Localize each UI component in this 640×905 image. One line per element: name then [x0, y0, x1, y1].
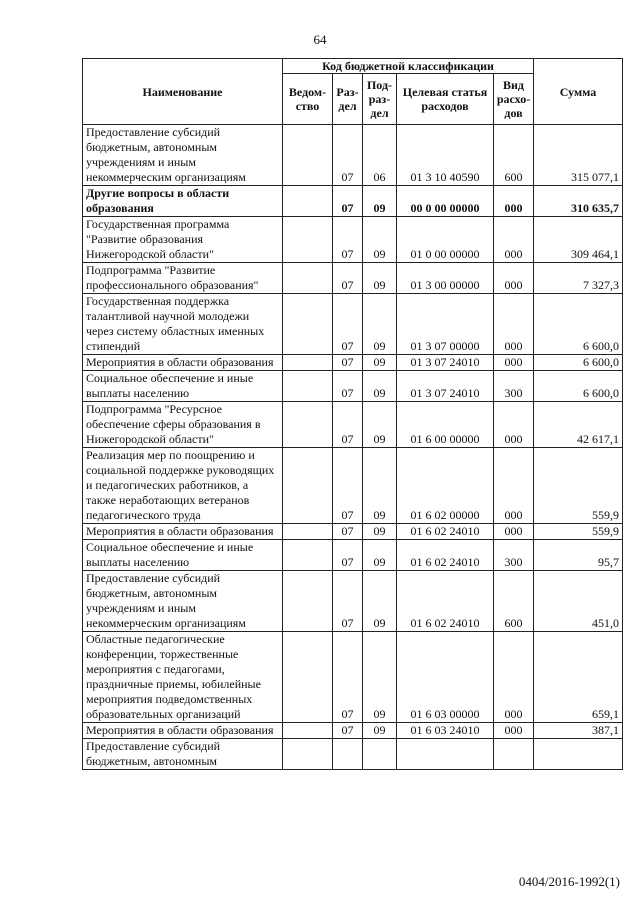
cell-section: 07	[333, 540, 363, 571]
cell-section: 07	[333, 186, 363, 217]
cell-sum: 315 077,1	[534, 125, 623, 186]
cell-sum: 559,9	[534, 524, 623, 540]
cell-subsection: 09	[363, 632, 397, 723]
cell-target: 01 6 02 24010	[397, 524, 494, 540]
cell-section: 07	[333, 448, 363, 524]
cell-expense-type: 600	[494, 125, 534, 186]
cell-target: 01 3 07 24010	[397, 355, 494, 371]
table-body	[83, 125, 623, 770]
cell-dept	[283, 739, 333, 770]
cell-subsection: 09	[363, 723, 397, 739]
cell-expense-type: 000	[494, 723, 534, 739]
cell-dept	[283, 125, 333, 186]
cell-sum	[534, 739, 623, 770]
cell-name: Предоставление субсидий бюджетным, автономным учреждениям и иным некоммерческим организациям	[83, 571, 283, 632]
page-number: 64	[313, 32, 327, 47]
cell-name: Мероприятия в области образования	[83, 524, 283, 540]
cell-target: 01 0 00 00000	[397, 217, 494, 263]
cell-name: Подпрограмма "Развитие профессионального образования"	[83, 263, 283, 294]
cell-section: 07	[333, 125, 363, 186]
cell-subsection: 09	[363, 263, 397, 294]
cell-subsection	[363, 739, 397, 770]
cell-name: Другие вопросы в области образования	[83, 186, 283, 217]
cell-section: 07	[333, 217, 363, 263]
header-expense-type: Вид расхо-дов	[494, 74, 534, 125]
table-row	[83, 540, 623, 571]
header-target: Целевая статья расходов	[397, 74, 494, 125]
cell-expense-type	[494, 739, 534, 770]
document-code: 0404/2016-1992(1)	[518, 874, 620, 889]
cell-sum: 451,0	[534, 571, 623, 632]
header-section: Раз-дел	[333, 74, 363, 125]
cell-expense-type: 000	[494, 294, 534, 355]
table-row	[83, 294, 623, 355]
cell-sum: 6 600,0	[534, 371, 623, 402]
cell-expense-type: 000	[494, 524, 534, 540]
cell-sum: 387,1	[534, 723, 623, 739]
cell-sum: 559,9	[534, 448, 623, 524]
table-row	[83, 125, 623, 186]
cell-subsection: 09	[363, 217, 397, 263]
cell-target: 01 6 03 24010	[397, 723, 494, 739]
cell-dept	[283, 355, 333, 371]
cell-section: 07	[333, 263, 363, 294]
cell-section: 07	[333, 524, 363, 540]
cell-name: Государственная поддержка талантливой научной молодежи через систему областных именных стипендий	[83, 294, 283, 355]
cell-dept	[283, 186, 333, 217]
cell-name: Подпрограмма "Ресурсное обеспечение сферы образования в Нижегородской области"	[83, 402, 283, 448]
cell-target: 01 6 02 24010	[397, 540, 494, 571]
table-row	[83, 723, 623, 739]
table-row	[83, 524, 623, 540]
cell-subsection: 09	[363, 540, 397, 571]
header-name: Наименование	[83, 59, 283, 125]
cell-sum: 7 327,3	[534, 263, 623, 294]
cell-dept	[283, 402, 333, 448]
cell-expense-type: 000	[494, 217, 534, 263]
cell-sum: 310 635,7	[534, 186, 623, 217]
header-classification-group: Код бюджетной классификации	[283, 59, 534, 74]
table-row	[83, 571, 623, 632]
cell-section: 07	[333, 723, 363, 739]
cell-target: 01 6 03 00000	[397, 632, 494, 723]
cell-subsection: 09	[363, 294, 397, 355]
cell-subsection: 09	[363, 402, 397, 448]
cell-name: Государственная программа "Развитие образования Нижегородской области"	[83, 217, 283, 263]
table-row	[83, 739, 623, 770]
cell-section: 07	[333, 355, 363, 371]
cell-subsection: 09	[363, 186, 397, 217]
cell-name: Социальное обеспечение и иные выплаты населению	[83, 371, 283, 402]
cell-dept	[283, 263, 333, 294]
cell-dept	[283, 448, 333, 524]
cell-subsection: 09	[363, 371, 397, 402]
cell-target: 01 3 07 24010	[397, 371, 494, 402]
cell-dept	[283, 571, 333, 632]
cell-expense-type: 000	[494, 355, 534, 371]
cell-expense-type: 000	[494, 186, 534, 217]
cell-name: Областные педагогические конференции, торжественные мероприятия с педагогами, праздничные приемы, юбилейные мероприятия подведомственных образовательных организаций	[83, 632, 283, 723]
table-row	[83, 263, 623, 294]
budget-table	[82, 58, 623, 770]
table-row	[83, 186, 623, 217]
cell-sum: 42 617,1	[534, 402, 623, 448]
table-row	[83, 371, 623, 402]
cell-name: Мероприятия в области образования	[83, 723, 283, 739]
cell-name: Реализация мер по поощрению и социальной поддержке руководящих и педагогических работников, а также неработающих ветеранов педагогического труда	[83, 448, 283, 524]
cell-section: 07	[333, 371, 363, 402]
cell-dept	[283, 524, 333, 540]
cell-expense-type: 000	[494, 448, 534, 524]
table-header	[83, 59, 623, 125]
cell-section: 07	[333, 294, 363, 355]
cell-subsection: 09	[363, 571, 397, 632]
cell-target: 01 6 02 00000	[397, 448, 494, 524]
cell-dept	[283, 632, 333, 723]
table-row	[83, 217, 623, 263]
cell-sum: 659,1	[534, 632, 623, 723]
cell-dept	[283, 217, 333, 263]
header-dept: Ведом-ство	[283, 74, 333, 125]
cell-expense-type: 000	[494, 632, 534, 723]
cell-expense-type: 300	[494, 540, 534, 571]
cell-name: Социальное обеспечение и иные выплаты населению	[83, 540, 283, 571]
cell-name: Предоставление субсидий бюджетным, автономным учреждениям и иным некоммерческим организациям	[83, 125, 283, 186]
cell-sum: 6 600,0	[534, 294, 623, 355]
cell-name: Предоставление субсидий бюджетным, автономным	[83, 739, 283, 770]
cell-target: 01 3 10 40590	[397, 125, 494, 186]
cell-dept	[283, 723, 333, 739]
header-sum: Сумма	[534, 59, 623, 125]
table-row	[83, 632, 623, 723]
cell-target: 01 6 02 24010	[397, 571, 494, 632]
cell-expense-type: 000	[494, 402, 534, 448]
cell-sum: 309 464,1	[534, 217, 623, 263]
cell-subsection: 09	[363, 355, 397, 371]
cell-target	[397, 739, 494, 770]
cell-sum: 6 600,0	[534, 355, 623, 371]
cell-section: 07	[333, 571, 363, 632]
cell-target: 01 6 00 00000	[397, 402, 494, 448]
cell-dept	[283, 371, 333, 402]
cell-name: Мероприятия в области образования	[83, 355, 283, 371]
cell-subsection: 09	[363, 448, 397, 524]
cell-expense-type: 300	[494, 371, 534, 402]
cell-section: 07	[333, 402, 363, 448]
cell-target: 00 0 00 00000	[397, 186, 494, 217]
table-row	[83, 402, 623, 448]
cell-target: 01 3 00 00000	[397, 263, 494, 294]
cell-section	[333, 739, 363, 770]
table-row	[83, 355, 623, 371]
cell-expense-type: 000	[494, 263, 534, 294]
cell-target: 01 3 07 00000	[397, 294, 494, 355]
cell-expense-type: 600	[494, 571, 534, 632]
table-row	[83, 448, 623, 524]
cell-dept	[283, 540, 333, 571]
cell-subsection: 06	[363, 125, 397, 186]
cell-sum: 95,7	[534, 540, 623, 571]
cell-dept	[283, 294, 333, 355]
cell-subsection: 09	[363, 524, 397, 540]
header-subsection: Под-раз-дел	[363, 74, 397, 125]
cell-section: 07	[333, 632, 363, 723]
